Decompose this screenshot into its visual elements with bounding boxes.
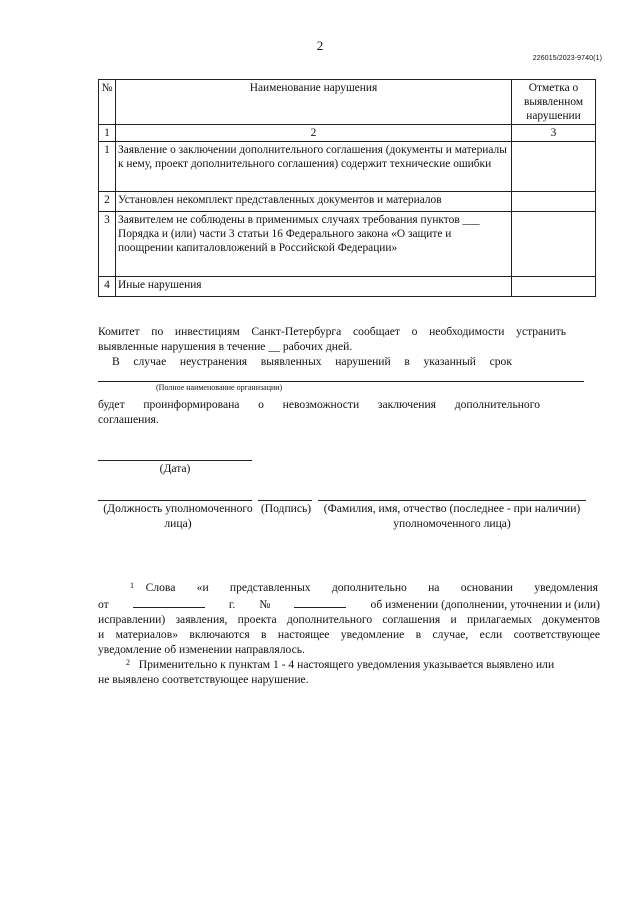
paragraph-line: соглашения. xyxy=(98,413,159,426)
footnote-word: Слова xyxy=(145,581,176,594)
footnote-number-blank[interactable] xyxy=(294,596,346,608)
footnote-2-line: не выявлено соответствующее нарушение. xyxy=(98,673,309,686)
paragraph-line: выявленные нарушения в течение __ рабочих дней. xyxy=(98,340,353,353)
row-violation-text: Заявление о заключении дополнительного соглашения (документы и материалы к нему, проект дополнительного соглашения) содержит технические ошибки xyxy=(116,142,512,192)
footnote-2-line xyxy=(98,657,600,672)
row-mark-cell[interactable] xyxy=(512,142,596,192)
column-header-number: № xyxy=(99,80,116,125)
footnote-word: на xyxy=(428,581,440,594)
organization-name-line[interactable] xyxy=(98,381,584,382)
footnote-word: № xyxy=(259,598,271,611)
table-row xyxy=(99,142,596,192)
numbering-cell: 1 xyxy=(99,125,116,142)
footnote-word: об изменении (дополнении, уточнении и (или) xyxy=(370,598,600,611)
footnote-1-line: и материалов» включаются в настоящее уведомление в случае, если соответствующее xyxy=(98,628,600,641)
table-header-row xyxy=(99,80,596,125)
row-violation-text: Заявителем не соблюдены в применимых случаях требования пунктов ___ Порядка и (или) части 3 статьи 16 Федерального закона «О защите и поощрении капиталовложений в Российской Федерации» xyxy=(116,212,512,277)
signature-caption: (Подпись) xyxy=(260,502,312,515)
row-number: 4 xyxy=(99,277,116,297)
footnote-word: уведомления xyxy=(534,581,598,594)
footnote-word: дополнительно xyxy=(331,581,407,594)
row-violation-text: Установлен некомплект представленных документов и материалов xyxy=(116,192,512,212)
violations-table xyxy=(98,79,596,297)
footnote-1-line xyxy=(98,596,600,612)
column-header-violation: Наименование нарушения xyxy=(116,80,512,125)
row-mark-cell[interactable] xyxy=(512,277,596,297)
table-row xyxy=(99,192,596,212)
footnote-word: от xyxy=(98,598,109,611)
paragraph-line: будет проинформирована о невозможности заключения дополнительного xyxy=(98,398,540,411)
footnote-word: представленных xyxy=(229,581,311,594)
full-name-caption: (Фамилия, имя, отчество (последнее - при наличии) уполномоченного лица) xyxy=(323,502,581,530)
table-numbering-row xyxy=(99,125,596,142)
footnote-text: Применительно к пунктам 1 - 4 настоящего уведомления указывается выявлено или xyxy=(138,658,555,671)
page-number: 2 xyxy=(316,38,324,53)
footnote-1-line: исправлении) заявления, проекта дополнительного соглашения и прилагаемых документов xyxy=(98,613,600,626)
row-mark-cell[interactable] xyxy=(512,192,596,212)
document-code: 226015/2023-9740(1) xyxy=(532,55,602,62)
row-number: 1 xyxy=(99,142,116,192)
table-row xyxy=(99,212,596,277)
organization-caption: (Полное наименование организации) xyxy=(156,383,283,392)
footnote-1-line xyxy=(98,580,598,595)
row-mark-cell[interactable] xyxy=(512,212,596,277)
position-caption: (Должность уполномоченного лица) xyxy=(103,502,253,530)
column-header-mark: Отметка о выявленном нарушении xyxy=(512,80,596,125)
footnote-2-mark: 2 xyxy=(126,658,130,667)
numbering-cell: 3 xyxy=(512,125,596,142)
date-caption: (Дата) xyxy=(159,462,191,475)
numbering-cell: 2 xyxy=(116,125,512,142)
footnote-word: основании xyxy=(460,581,514,594)
footnote-word: г. xyxy=(228,598,236,611)
table-row xyxy=(99,277,596,297)
paragraph-line: Комитет по инвестициям Санкт-Петербурга сообщает о необходимости устранить xyxy=(98,325,566,338)
footnote-word: «и xyxy=(196,581,209,594)
paragraph-line: В случае неустранения выявленных нарушений в указанный срок xyxy=(112,355,512,368)
footnote-date-blank[interactable] xyxy=(133,596,205,608)
row-violation-text: Иные нарушения xyxy=(116,277,512,297)
footnote-1-line: уведомление об изменении направлялось. xyxy=(98,643,305,656)
row-number: 3 xyxy=(99,212,116,277)
row-number: 2 xyxy=(99,192,116,212)
footnote-1-mark: 1 xyxy=(130,581,134,590)
